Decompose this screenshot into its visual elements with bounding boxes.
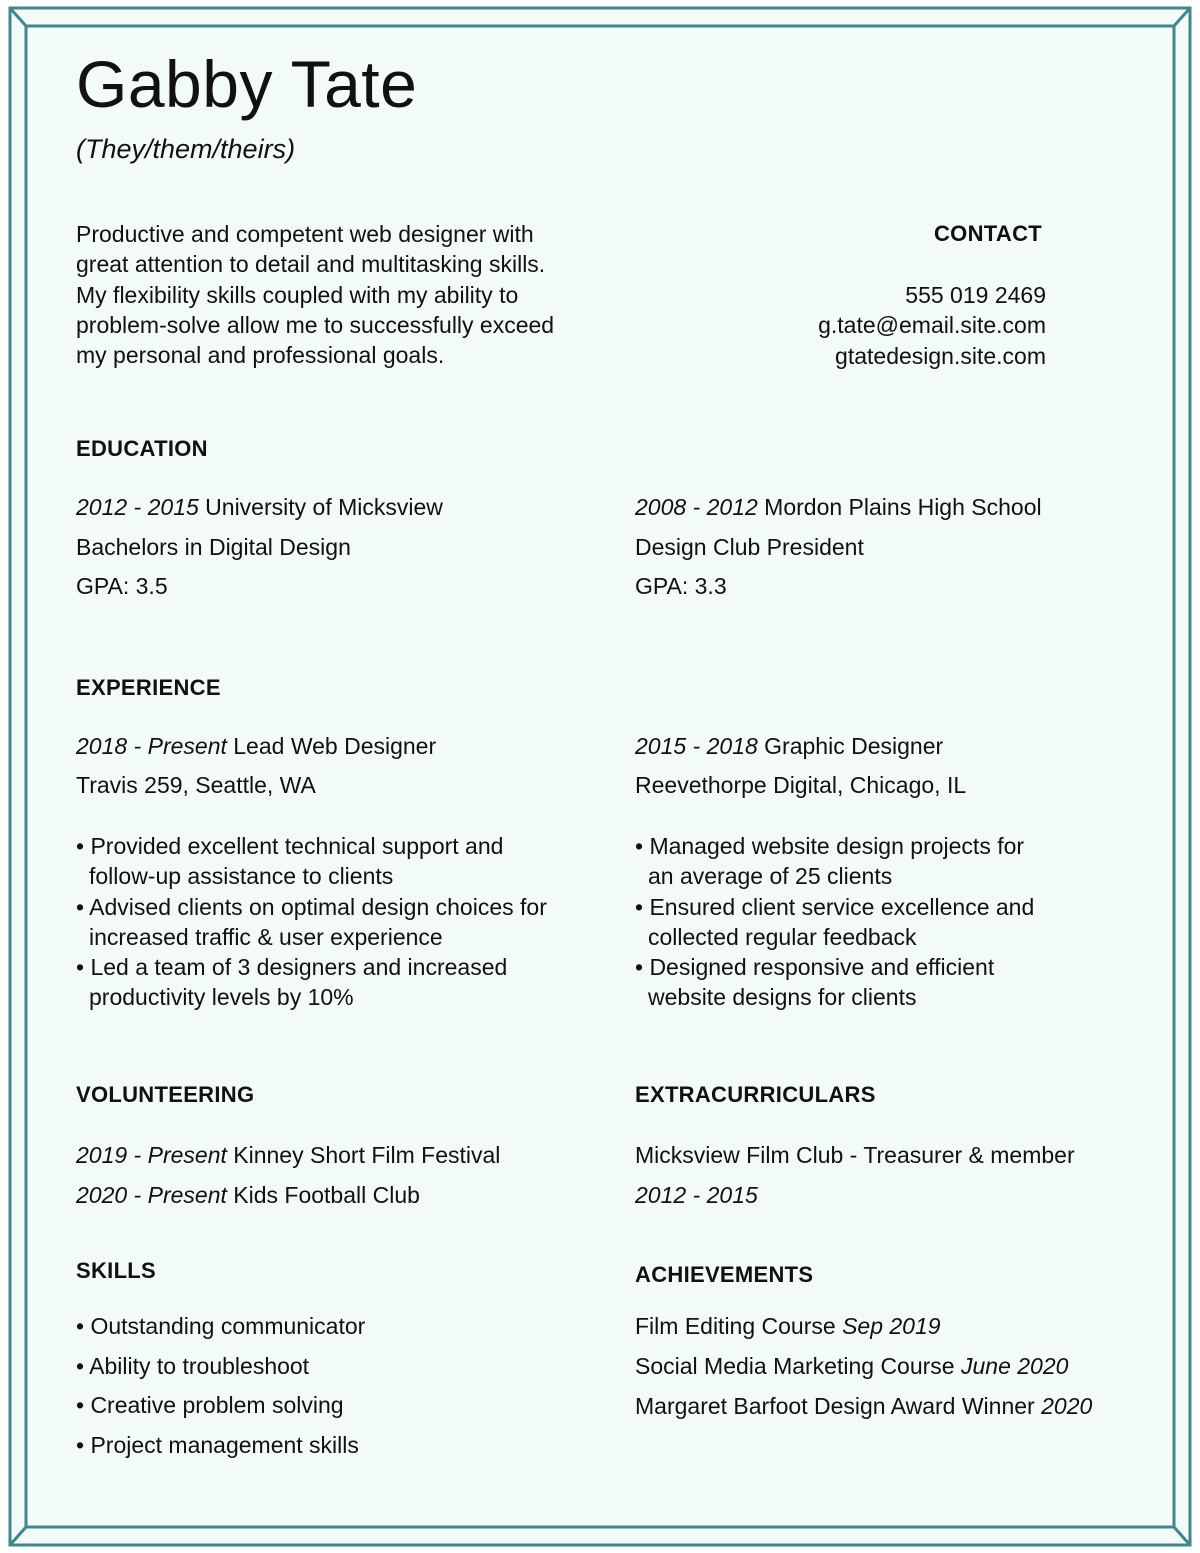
volunteering-dates: 2020 - Present [76,1182,227,1208]
summary-line: my personal and professional goals. [76,342,445,369]
education-school: Mordon Plains High School [764,494,1042,520]
education-gpa: GPA: 3.3 [635,573,727,599]
volunteering-dates: 2019 - Present [76,1142,227,1168]
summary-paragraph [76,219,554,370]
education-school: University of Micksview [205,494,443,520]
education-dates: 2012 - 2015 [76,494,199,520]
experience-bullets [635,831,1034,1013]
education-degree: Bachelors in Digital Design [76,534,351,560]
experience-entry-2-header [635,731,943,761]
skills-heading: SKILLS [76,1258,157,1283]
experience-dates: 2015 - 2018 [635,733,758,759]
bullet-line: • Advised clients on optimal design choices for [76,893,547,920]
experience-title: Graphic Designer [764,733,944,759]
bullet-line: • Provided excellent technical support and [76,833,504,859]
achievement-item [635,1311,1092,1341]
achievement-date: 2020 [1041,1393,1093,1419]
contact-email: g.tate@email.site.com [818,312,1046,339]
volunteering-org: Kinney Short Film Festival [233,1142,501,1168]
skill-item: • Outstanding communicator [76,1313,366,1339]
experience-location: Reevethorpe Digital, Chicago, IL [635,772,967,798]
achievement-date: June 2020 [960,1353,1069,1379]
achievement-date: Sep 2019 [842,1313,941,1339]
extracurricular-dates: 2012 - 2015 [635,1182,758,1208]
education-dates: 2008 - 2012 [635,494,758,520]
experience-entry-1-header [76,731,436,761]
skill-item: • Project management skills [76,1431,359,1458]
experience-dates: 2018 - Present [76,733,227,759]
bullet-line: productivity levels by 10% [89,984,354,1011]
contact-phone: 555 019 2469 [905,282,1046,308]
volunteering-entry [76,1180,420,1210]
bullet-line: • Led a team of 3 designers and increased [76,954,508,981]
experience-location: Travis 259, Seattle, WA [76,772,316,798]
bullet-line: increased traffic & user experience [89,923,443,950]
contact-website: gtatedesign.site.com [835,342,1046,369]
bullet-line: website designs for clients [648,984,917,1011]
education-detail: Design Club President [635,534,864,560]
experience-heading: EXPERIENCE [76,675,221,700]
contact-block [818,280,1046,371]
achievement-item [635,1391,1092,1421]
summary-line: My flexibility skills coupled with my ability to [76,281,519,308]
education-entry-1-header [76,492,443,522]
experience-bullets [76,831,547,1013]
bullet-line: • Managed website design projects for [635,833,1025,859]
skill-item: • Creative problem solving [76,1392,344,1418]
summary-line: Productive and competent web designer with [76,221,534,247]
skill-item: • Ability to troubleshoot [76,1352,310,1379]
summary-line: problem-solve allow me to successfully exceed [76,311,555,338]
experience-title: Lead Web Designer [233,733,437,759]
bullet-line: • Designed responsive and efficient [635,954,995,981]
achievement-item [635,1351,1092,1381]
bullet-line: • Ensured client service excellence and [635,893,1035,920]
skills-list [76,1311,365,1469]
summary-line: great attention to detail and multitasking skills. [76,251,546,278]
extracurricular-dates-row [635,1180,758,1210]
achievement-name: Social Media Marketing Course [635,1353,955,1379]
pronouns: (They/them/theirs) [76,134,296,164]
bullet-line: follow-up assistance to clients [89,863,394,890]
bullet-line: an average of 25 clients [648,863,893,890]
extracurricular-activity: Micksview Film Club - Treasurer & member [635,1142,1075,1168]
achievement-name: Film Editing Course [635,1313,836,1339]
volunteering-heading: VOLUNTEERING [76,1082,255,1107]
volunteering-entry [76,1140,500,1170]
education-gpa: GPA: 3.5 [76,573,168,599]
volunteering-org: Kids Football Club [233,1182,420,1208]
achievement-name: Margaret Barfoot Design Award Winner [635,1393,1035,1419]
education-heading: EDUCATION [76,436,208,461]
education-entry-2-header [635,492,1042,522]
achievements-heading: ACHIEVEMENTS [635,1262,814,1287]
bullet-line: collected regular feedback [648,923,917,950]
achievements-list [635,1311,1092,1431]
contact-heading: CONTACT [933,221,1042,246]
candidate-name: Gabby Tate [76,47,418,121]
extracurriculars-heading: EXTRACURRICULARS [635,1082,876,1107]
